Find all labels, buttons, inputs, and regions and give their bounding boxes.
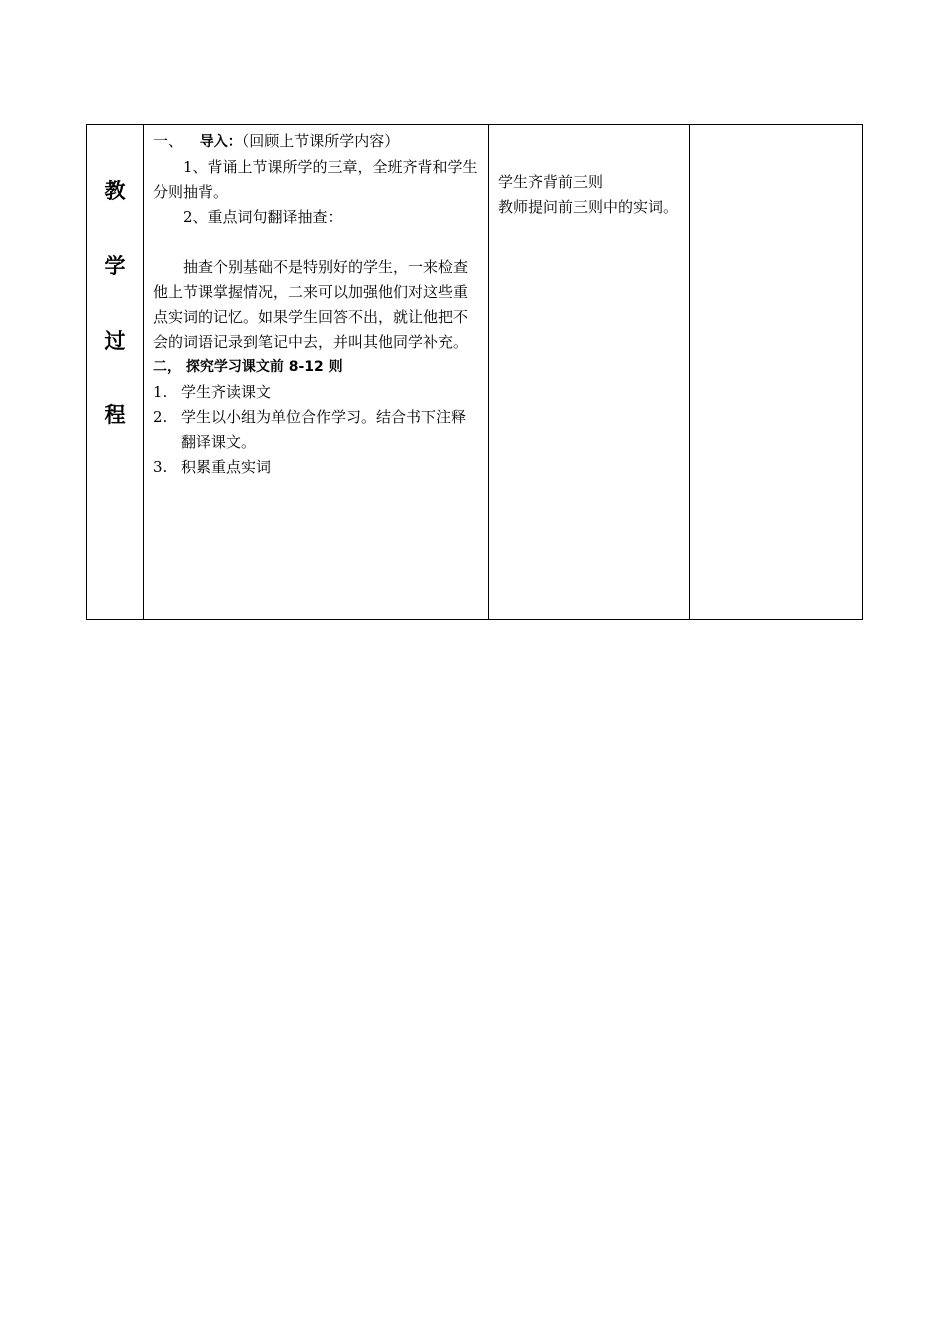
- activity-line-2: 教师提问前三则中的实词。: [498, 198, 679, 216]
- intro-title: 导入：: [199, 134, 242, 150]
- section-label-char-2: 学: [104, 254, 126, 278]
- list-item: [153, 455, 480, 480]
- section2-heading: 二， 探究学习课文前 8-12 则: [153, 359, 343, 375]
- teaching-process-row: [87, 125, 863, 620]
- section-label-char-3: 过: [104, 329, 126, 353]
- lesson-plan-table: [86, 124, 863, 620]
- list-item-number: 3.: [153, 458, 168, 476]
- list-item-number: 1.: [153, 383, 168, 401]
- intro-note: （回顾上节课所学内容）: [241, 132, 400, 150]
- section-label-char-4: 程: [104, 403, 126, 427]
- activity-line-1: 学生齐背前三则: [498, 173, 604, 191]
- student-activity-cell: [489, 125, 690, 620]
- intro-item-1: 1、背诵上节课所学的三章，全班齐背和学生分则抽背。: [153, 158, 478, 201]
- list-item-text: 学生以小组为单位合作学习。结合书下注释翻译课文。: [181, 408, 467, 451]
- list-item-text: 积累重点实词: [181, 458, 272, 476]
- section-label-cell: [87, 125, 144, 620]
- notes-cell: [690, 125, 863, 620]
- intro-prefix: 一、: [153, 132, 184, 150]
- teaching-content-cell: [144, 125, 489, 620]
- list-item-text: 学生齐读课文: [181, 383, 272, 401]
- list-item-number: 2.: [153, 408, 168, 426]
- list-item: [153, 380, 480, 405]
- intro-item-2: 2、重点词句翻译抽查：: [183, 208, 343, 226]
- section-label-char-1: 教: [104, 179, 126, 203]
- intro-paragraph: 抽查个别基础不是特别好的学生，一来检查他上节课掌握情况，二来可以加强他们对这些重点实词的记忆。如果学生回答不出，就让他把不会的词语记录到笔记中去，并叫其他同学补充。: [153, 258, 469, 351]
- blank-line: [153, 230, 480, 255]
- intro-heading: [153, 129, 480, 155]
- list-item: [153, 405, 480, 455]
